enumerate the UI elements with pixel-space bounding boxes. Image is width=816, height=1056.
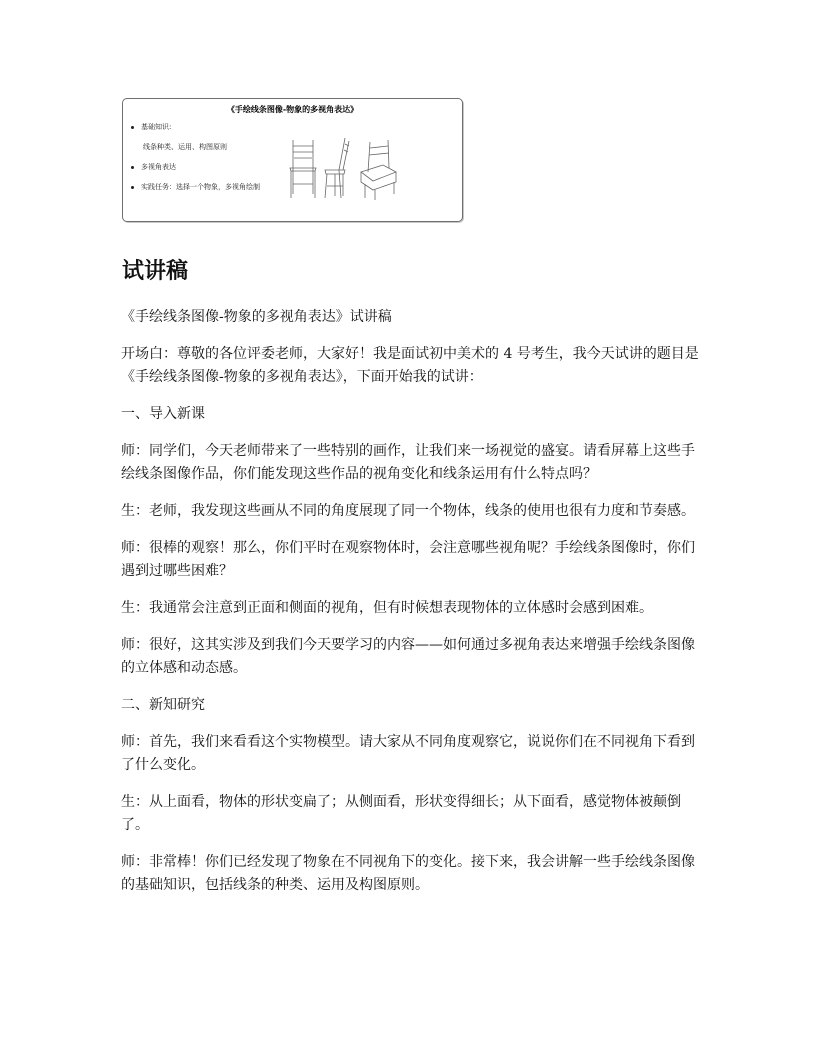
slide-title: 《手绘线条图像-物象的多视角表达》 xyxy=(226,105,359,114)
chairs-sketch xyxy=(287,138,397,200)
slide-bullet-item: 多视角表达 xyxy=(129,163,260,172)
chair-front-view xyxy=(290,140,316,198)
doc-paragraph: 生：从上面看，物体的形状变扁了；从侧面看，形状变得细长；从下面看，感觉物体被颠倒了。 xyxy=(121,794,681,833)
section-heading: 二、新知研究 xyxy=(121,697,205,713)
page-title: 试讲稿 xyxy=(122,259,189,284)
chair-side-view xyxy=(325,138,349,198)
slide-sub-item: 线条种类、运用、构图原则 xyxy=(143,143,227,151)
doc-paragraph: 师：非常棒！你们已经发现了物象在不同视角下的变化。接下来，我会讲解一些手绘线条图像的基础知识，包括线条的种类、运用及构图原则。 xyxy=(121,854,695,893)
section-heading: 一、导入新课 xyxy=(121,406,205,422)
doc-paragraph: 师：很好，这其实涉及到我们今天要学习的内容——如何通过多视角表达来增强手绘线条图像的立体感和动态感。 xyxy=(121,637,695,676)
doc-paragraph: 师：很棒的观察！那么，你们平时在观察物体时，会注意哪些视角呢？手绘线条图像时，你们遇到过哪些困难？ xyxy=(121,540,695,579)
document-body xyxy=(121,306,699,911)
chair-perspective-view xyxy=(361,140,396,200)
doc-paragraph: 师：首先，我们来看看这个实物模型。请大家从不同角度观察它，说说你们在不同视角下看到了什么变化。 xyxy=(121,734,695,773)
doc-paragraph: 开场白：尊敬的各位评委老师，大家好！我是面试初中美术的 4 号考生，我今天试讲的题目是《手绘线条图像-物象的多视角表达》，下面开始我的试讲： xyxy=(121,346,699,385)
doc-paragraph: 《手绘线条图像-物象的多视角表达》试讲稿 xyxy=(121,309,392,325)
doc-paragraph: 生：我通常会注意到正面和侧面的视角，但有时候想表现物体的立体感时会感到困难。 xyxy=(121,600,653,616)
doc-paragraph: 师：同学们，今天老师带来了一些特别的画作，让我们来一场视觉的盛宴。请看屏幕上这些手绘线条图像作品，你们能发现这些作品的视角变化和线条运用有什么特点吗？ xyxy=(121,443,695,482)
doc-paragraph: 生：老师，我发现这些画从不同的角度展现了同一个物体，线条的使用也很有力度和节奏感。 xyxy=(121,503,695,519)
slide-bullet-item: 实践任务：选择一个物象，多视角绘制 xyxy=(129,183,260,192)
slide-bullet-list xyxy=(129,123,260,192)
slide-bullet-item: 基础知识: xyxy=(129,123,260,132)
